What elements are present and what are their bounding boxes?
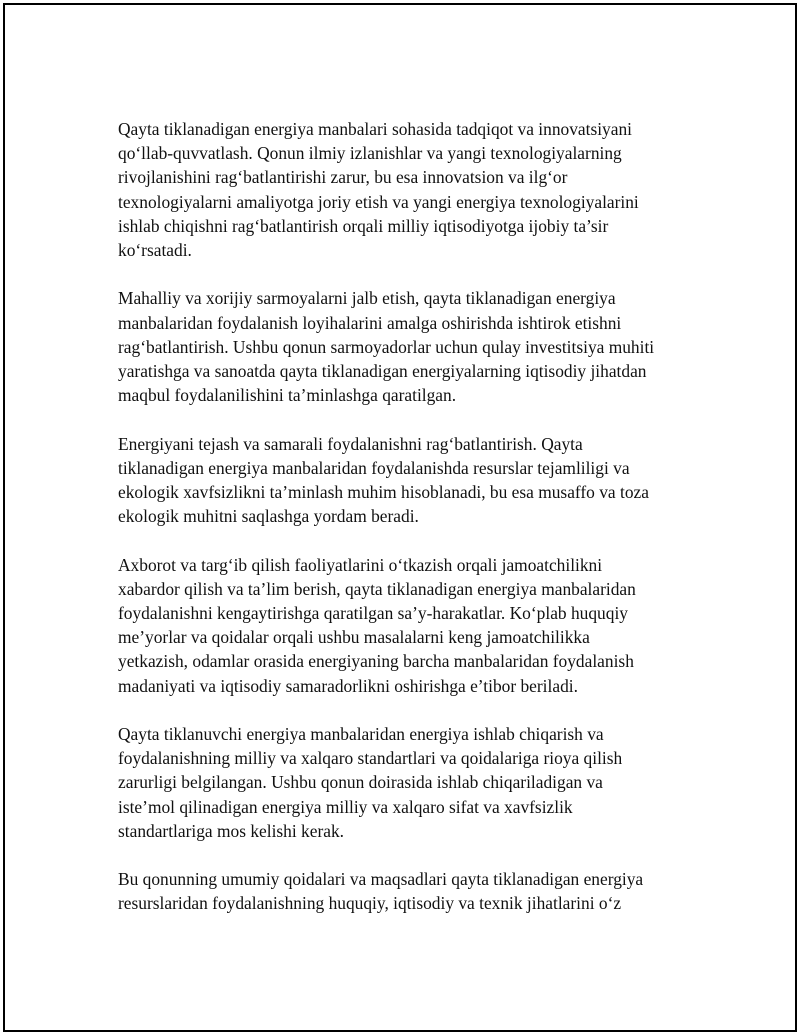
paragraph-general-provisions: Bu qonunning umumiy qoidalari va maqsadlari qayta tiklanadigan energiya resurslaridan foydalanishning huquqiy, iqtisodiy va texnik jihatlarini o‘z [118,869,644,914]
paragraph-public-awareness: Axborot va targ‘ib qilish faoliyatlarini o‘tkazish orqali jamoatchilikni xabardor qilish va ta’lim berish, qayta tiklanadigan energiya manbalaridan foydalanishni kengaytirishga qaratilgan sa’y-harakatlar. Ko‘plab huquqiy me’yorlar va qoidalar orqali ushbu masalalarni keng jamoatchilikka yetkazish, odamlar orasida energiyaning barcha manbalaridan foydalanish madaniyati va iqtisodiy samaradorlikni oshirishga e’tibor beriladi. [118,554,636,696]
paragraph-investment: Mahalliy va xorijiy sarmoyalarni jalb etish, qayta tiklanadigan energiya manbalaridan foydalanish loyihalarini amalga oshirishda ishtirok etishni rag‘batlantirish. Ushbu qonun sarmoyadorlar uchun qulay investitsiya muhiti yaratishga va sanoatda qayta tiklanadigan energiyalarning iqtisodiy jihatdan maqbul foydalanilishini ta’minlashga qaratilgan. [118,288,655,406]
paragraph-research-innovation: Qayta tiklanadigan energiya manbalari sohasida tadqiqot va innovatsiyani qo‘llab-quvvatlash. Qonun ilmiy izlanishlar va yangi texnologiyalarning rivojlanishini rag‘batlantirishi zarur, bu esa innovatsion va ilg‘or texnologiyalarni amaliyotga joriy etish va yangi energiya texnologiyalarini ishlab chiqishni rag‘batlantirish orqali milliy iqtisodiyotga ijobiy ta’sir ko‘rsatadi. [118,119,639,261]
paragraph-energy-saving: Energiyani tejash va samarali foydalanishni rag‘batlantirish. Qayta tiklanadigan energiya manbalaridan foydalanishda resurslar tejamliligi va ekologik xavfsizlikni ta’minlash muhim hisoblanadi, bu esa musaffo va toza ekologik muhitni saqlashga yordam beradi. [118,433,649,527]
document-body [118,117,708,940]
paragraph-standards: Qayta tiklanuvchi energiya manbalaridan energiya ishlab chiqarish va foydalanishning milliy va xalqaro standartlari va qoidalariga rioya qilish zarurligi belgilangan. Ushbu qonun doirasida ishlab chiqariladigan va iste’mol qilinadigan energiya milliy va xalqaro sifat va xavfsizlik standartlariga mos kelishi kerak. [118,724,623,841]
